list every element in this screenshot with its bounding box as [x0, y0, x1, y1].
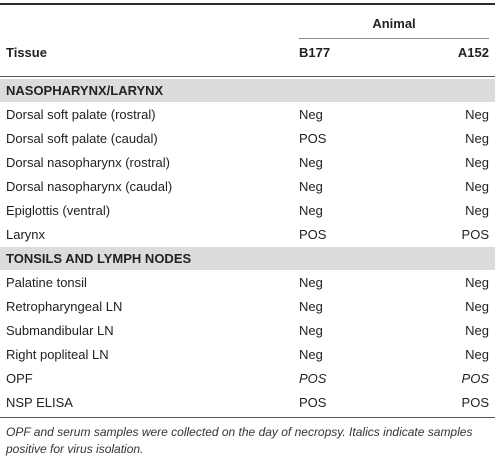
a152-cell: Neg [465, 299, 489, 314]
tissue-cell: Epiglottis (ventral) [6, 203, 111, 218]
tissue-cell: Larynx [6, 227, 46, 242]
table-row [0, 319, 495, 343]
b177-cell: Neg [299, 107, 323, 122]
a152-cell: Neg [465, 107, 489, 122]
table-row [0, 367, 495, 391]
table-row [0, 151, 495, 175]
table-footnote: OPF and serum samples were collected on the day of necropsy. Italics indicate samples positive for virus isolation. [6, 425, 473, 456]
a152-cell: Neg [465, 275, 489, 290]
table-bottom-rule [0, 417, 495, 418]
table-row [0, 343, 495, 367]
tissue-cell: Retropharyngeal LN [6, 299, 123, 314]
tissue-cell: OPF [6, 371, 33, 386]
tissue-cell: Dorsal nasopharynx (rostral) [6, 155, 171, 170]
b177-cell: Neg [299, 155, 323, 170]
a152-cell: Neg [465, 323, 489, 338]
tissue-cell: Palatine tonsil [6, 275, 87, 290]
table-row [0, 271, 495, 295]
section-title: NASOPHARYNX/LARYNX [6, 83, 164, 98]
tissue-cell: Dorsal nasopharynx (caudal) [6, 179, 173, 194]
animal-group-label: Animal [372, 16, 416, 31]
a152-cell: POS [461, 371, 489, 386]
a152-cell: Neg [465, 347, 489, 362]
table-row [0, 391, 495, 415]
column-header-a152: A152 [457, 45, 489, 60]
table-row [0, 199, 495, 223]
section-header [0, 79, 495, 102]
b177-cell: Neg [299, 299, 323, 314]
tissue-cell: Dorsal soft palate (rostral) [6, 107, 156, 122]
tissue-cell: Dorsal soft palate (caudal) [6, 131, 158, 146]
table-row [0, 175, 495, 199]
table-row [0, 127, 495, 151]
b177-cell: Neg [299, 275, 323, 290]
section-title: TONSILS AND LYMPH NODES [6, 251, 192, 266]
b177-cell: POS [299, 395, 327, 410]
a152-cell: Neg [465, 131, 489, 146]
tissue-cell: Right popliteal LN [6, 347, 109, 362]
b177-cell: Neg [299, 347, 323, 362]
table-row [0, 103, 495, 127]
table-row [0, 223, 495, 247]
b177-cell: POS [299, 371, 327, 386]
b177-cell: Neg [299, 179, 323, 194]
b177-cell: POS [299, 131, 327, 146]
a152-cell: Neg [465, 179, 489, 194]
a152-cell: Neg [465, 155, 489, 170]
column-header-tissue: Tissue [6, 45, 47, 60]
header-bottom-rule [0, 76, 495, 77]
animal-group-rule [299, 38, 489, 39]
b177-cell: Neg [299, 203, 323, 218]
b177-cell: POS [299, 227, 327, 242]
tissue-cell: Submandibular LN [6, 323, 114, 338]
column-header-b177: B177 [299, 45, 331, 60]
section-header [0, 247, 495, 270]
a152-cell: POS [461, 395, 489, 410]
b177-cell: Neg [299, 323, 323, 338]
a152-cell: POS [461, 227, 489, 242]
tissue-cell: NSP ELISA [6, 395, 73, 410]
table-row [0, 295, 495, 319]
table-header [0, 5, 495, 78]
a152-cell: Neg [465, 203, 489, 218]
